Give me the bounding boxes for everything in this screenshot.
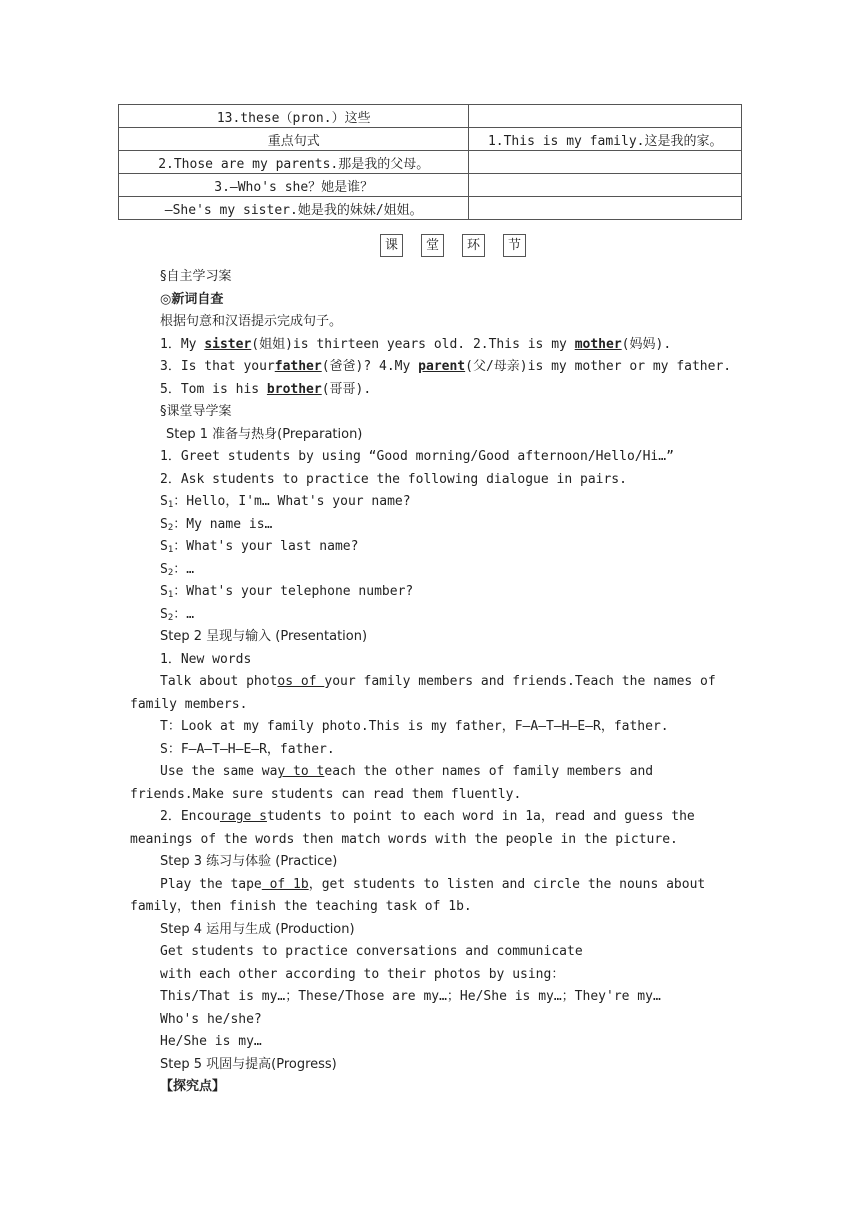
answer-word: brother (266, 381, 322, 397)
dialogue-line: $S_2$：… (160, 561, 195, 578)
exercise-line: 5．Tom is his brother(哥哥). (160, 381, 372, 397)
table-cell (469, 174, 742, 197)
subsection-heading: ◎新词自查 (160, 291, 224, 307)
table-row (119, 151, 742, 174)
step-heading: Step 3 练习与体验 (Practice) (160, 854, 338, 869)
step-heading: Step 4 运用与生成 (Production) (160, 921, 355, 937)
banner-char: 课 (380, 234, 403, 257)
table-cell: 1.This is my family.这是我的家。 (469, 128, 742, 151)
text-line: T：Look at my family photo.This is my father，F—A—T—H—E—R，father. (160, 719, 669, 734)
text-line: He/She is my… (160, 1034, 262, 1049)
section-heading: §自主学习案 (160, 269, 232, 284)
paragraph: Use the same way to teach the other names of family members and friends.Make sure students can read them fluently. (130, 764, 654, 802)
text-line: Get students to practice conversations and communicate (160, 944, 583, 959)
exercise-line: 1．My sister(姐姐)is thirteen years old. 2.This is my mother(妈妈). (160, 336, 672, 352)
banner-char: 堂 (421, 234, 444, 257)
answer-word: mother (574, 336, 622, 352)
vocab-table (118, 104, 742, 220)
table-cell: —She's my sister.她是我的妹妹/姐姐。 (119, 197, 469, 220)
step-heading: Step 2 呈现与输入 (Presentation) (160, 629, 368, 644)
table-row (119, 174, 742, 197)
answer-word: parent (418, 359, 466, 374)
table-cell (469, 197, 742, 220)
answer-word: sister (204, 336, 252, 352)
table-cell: 3.—Who's she？她是谁？ (119, 174, 469, 197)
exercise-line: 3．Is that yourfather(爸爸)? 4.My parent(父/母亲)is my mother or my father. (160, 359, 732, 374)
table-cell: 13.these（pron.）这些 (119, 105, 469, 128)
instruction: 根据句意和汉语提示完成句子。 (160, 314, 343, 329)
answer-word: father (274, 359, 322, 374)
dialogue-line: $S_1$：What's your last name? (160, 539, 359, 555)
explore-heading: 【探究点】 (160, 1079, 226, 1094)
dialogue-line: $S_2$：My name is… (160, 516, 273, 533)
text-line: 2．Ask students to practice the following dialogue in pairs. (160, 471, 627, 487)
text-line: Who's he/she? (160, 1011, 262, 1027)
text-line: 1．Greet students by using “Good morning/Good afternoon/Hello/Hi…” (160, 449, 674, 464)
dialogue-line: $S_1$：What's your telephone number? (160, 584, 414, 600)
paragraph: 2．Encourage students to point to each word in 1a，read and guess the meanings of the words then match words with the people in the picture. (130, 809, 695, 847)
text-line: 1．New words (160, 651, 252, 667)
table-cell (469, 151, 742, 174)
text-line: This/That is my…；These/Those are my…；He/She is my…；They're my… (160, 989, 661, 1004)
text-line: S：F—A—T—H—E—R，father. (160, 741, 335, 757)
table-cell: 2.Those are my parents.那是我的父母。 (119, 151, 469, 174)
table-row (119, 105, 742, 128)
main-content (130, 266, 742, 1099)
paragraph: Play the tape of 1b，get students to listen and circle the nouns about family，then finish the teaching task of 1b. (130, 876, 706, 914)
table-cell: 重点句式 (119, 128, 469, 151)
section-banner (380, 234, 526, 257)
section-heading: §课堂导学案 (160, 404, 232, 419)
table-cell (469, 105, 742, 128)
paragraph: Talk about photos of your family members and friends.Teach the names of family members. (130, 674, 716, 712)
table-row (119, 128, 742, 151)
dialogue-line: $S_2$：… (160, 606, 195, 623)
banner-char: 环 (462, 234, 485, 257)
table-row (119, 197, 742, 220)
text-line: with each other according to their photos by using： (160, 966, 565, 982)
dialogue-line: $S_1$：Hello，I'm… What's your name? (160, 494, 411, 510)
step-heading: Step 1 准备与热身(Preparation) (166, 426, 363, 442)
banner-char: 节 (503, 234, 526, 257)
step-heading: Step 5 巩固与提高(Progress) (160, 1056, 337, 1072)
